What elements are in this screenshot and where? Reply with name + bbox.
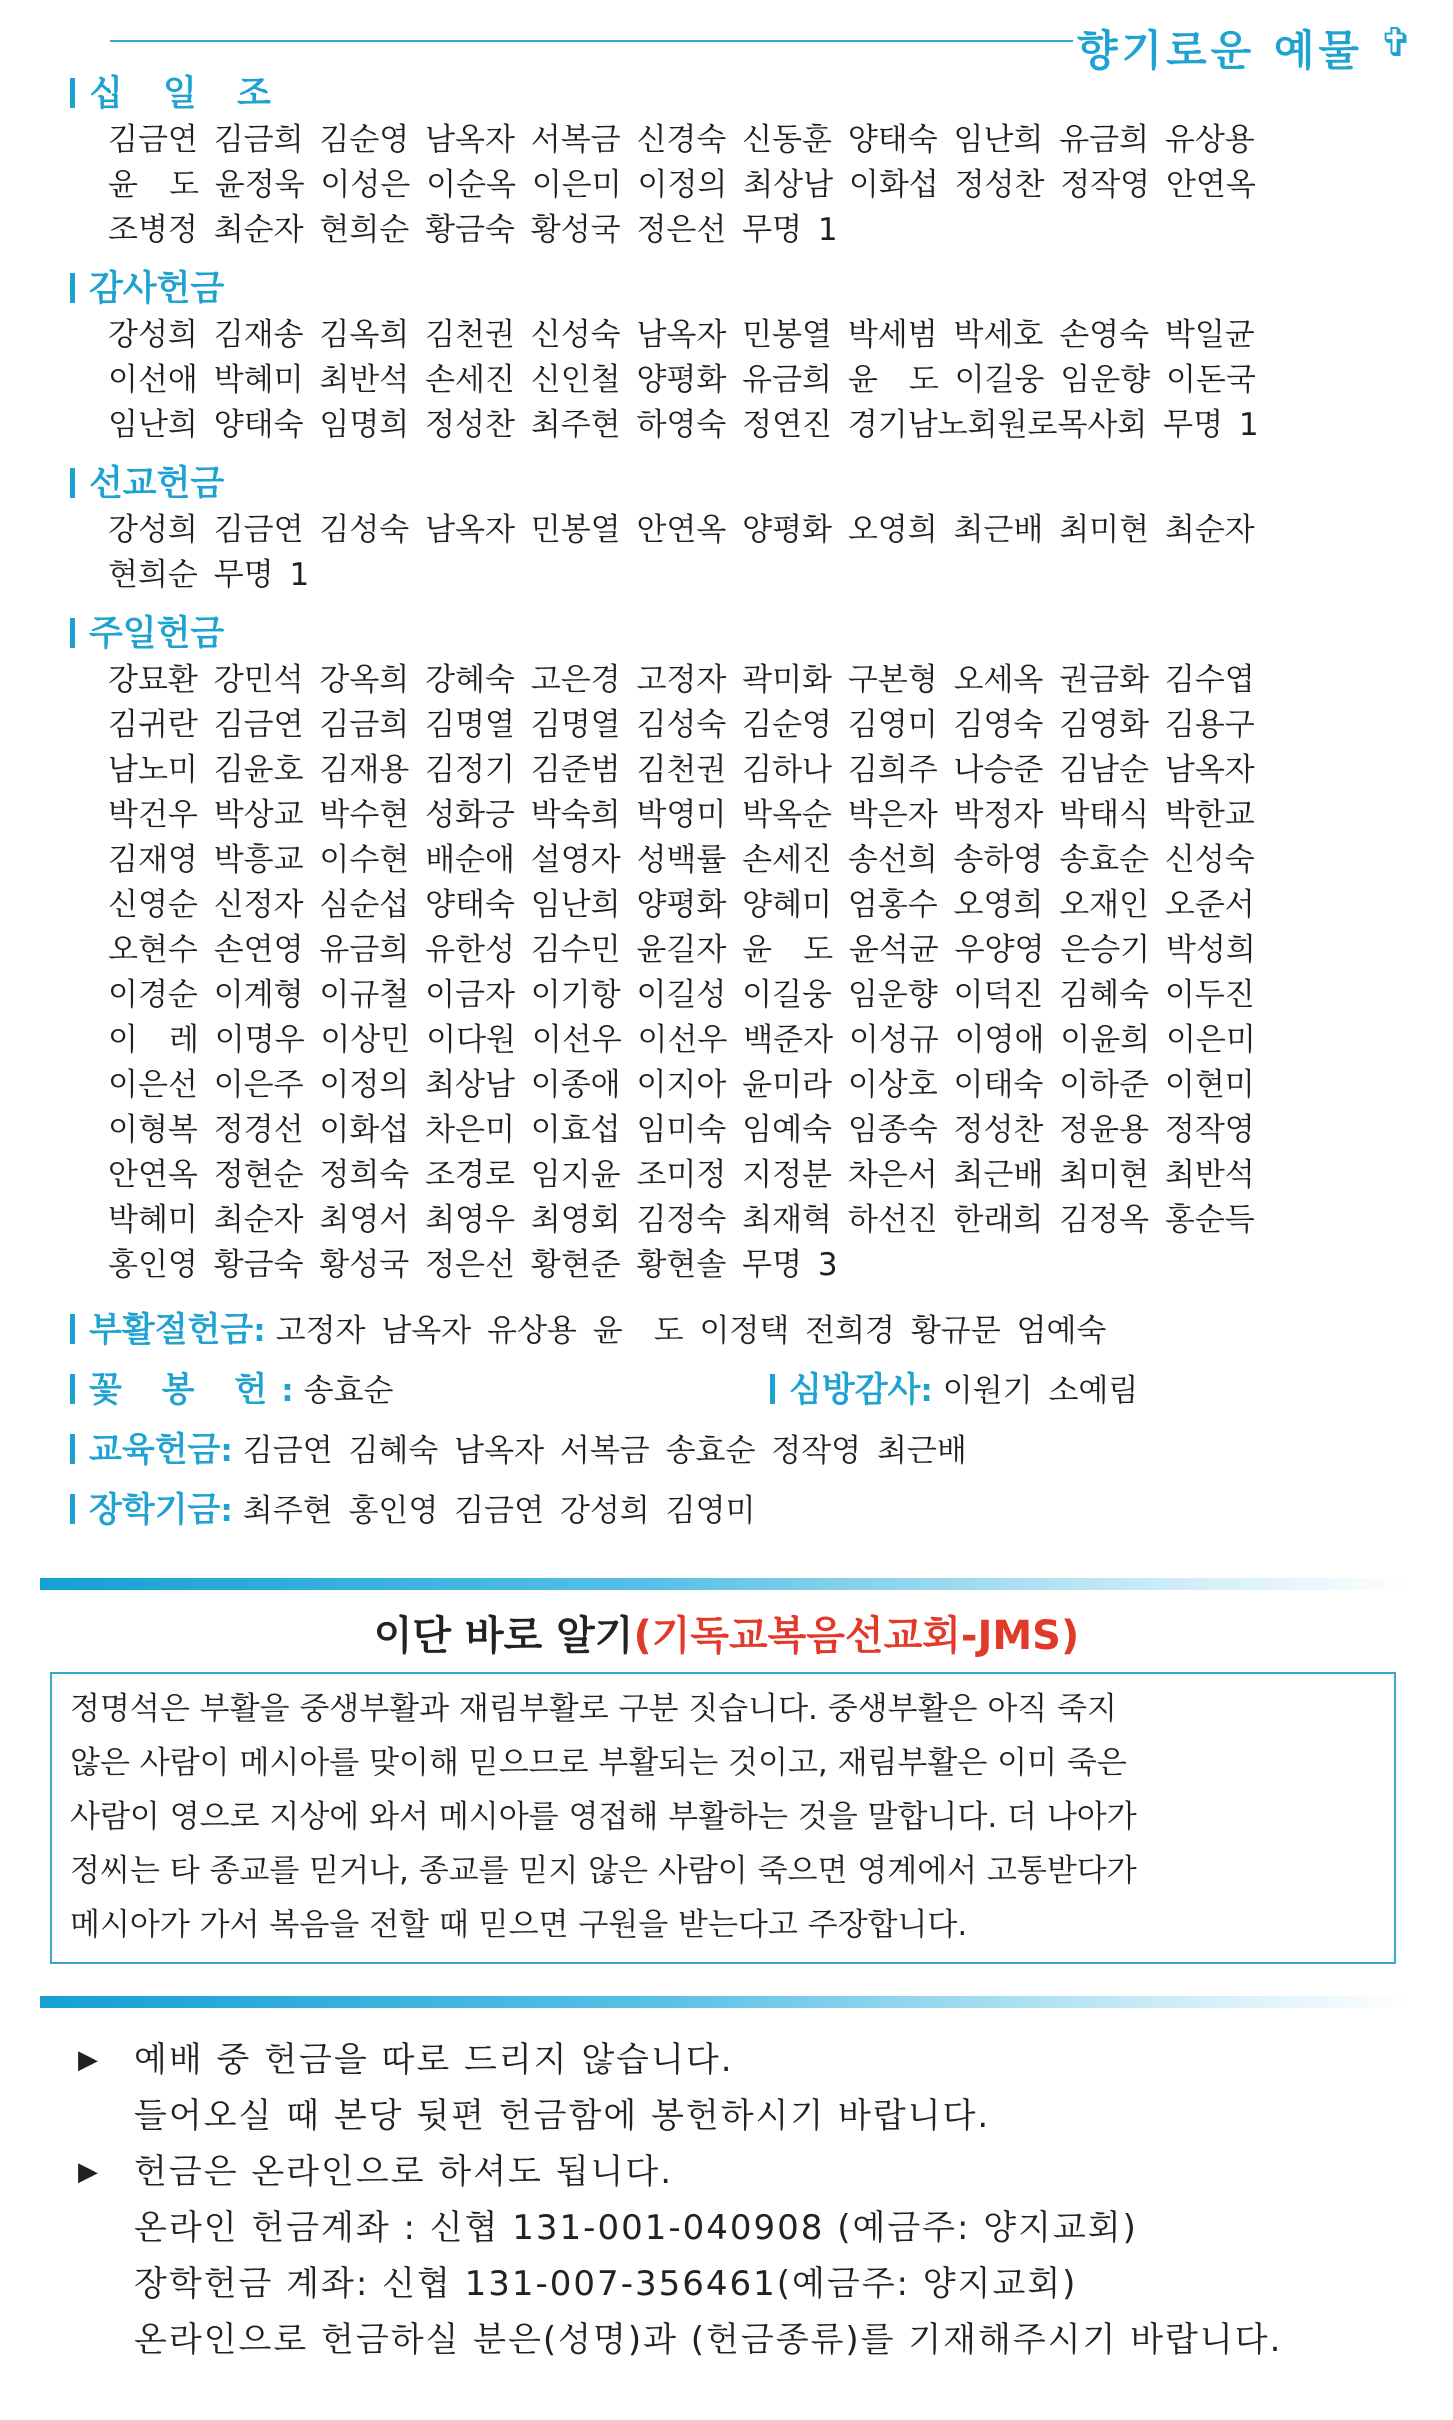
title-bar bbox=[70, 273, 75, 303]
name-line: 김재영 박흥교 이수현 배순애 설영자 성백률 손세진 송선희 송하영 송효순 신성숙 bbox=[108, 842, 1255, 878]
name-line: 이은선 이은주 이정의 최상남 이종애 이지아 윤미라 이상호 이태숙 이하준 이현미 bbox=[108, 1067, 1255, 1103]
name-line: 임난희 양태숙 임명희 정성찬 최주현 하영숙 정연진 경기남노회원로목사회 무명 1 bbox=[108, 407, 1259, 443]
section-title: 교육헌금 bbox=[89, 1430, 221, 1470]
notice-line: 예배 중 헌금을 따로 드리지 않습니다. bbox=[134, 2040, 734, 2080]
name-list bbox=[70, 658, 1400, 1288]
title-bar bbox=[70, 1434, 75, 1464]
notice-item bbox=[70, 2144, 1410, 2368]
name-line: 신영순 신정자 심순섭 양태숙 임난희 양평화 양혜미 엄홍수 오영희 오재인 오준서 bbox=[108, 887, 1255, 923]
jms-text-box bbox=[50, 1672, 1396, 1964]
notice-line: 장학헌금 계좌: 신협 131-007-356461(예금주: 양지교회) bbox=[134, 2264, 1078, 2304]
section-title: 꽃 봉 헌 bbox=[89, 1370, 282, 1410]
jms-line: 정씨는 타 종교를 믿거나, 종교를 믿지 않은 사람이 죽으면 영계에서 고통받다가 bbox=[70, 1853, 1137, 1889]
name-line: 박건우 박상교 박수현 성화긍 박숙희 박영미 박옥순 박은자 박정자 박태식 박한교 bbox=[108, 797, 1255, 833]
name-line: 박혜미 최순자 최영서 최영우 최영회 김정숙 최재혁 하선진 한래희 김정옥 홍순득 bbox=[108, 1202, 1255, 1238]
bullet-triangle-icon: ▶ bbox=[78, 2045, 98, 2075]
name-line: 현희순 무명 1 bbox=[108, 557, 310, 593]
title-bar bbox=[70, 468, 75, 498]
name-line: 이선애 박혜미 최반석 손세진 신인철 양평화 유금희 윤 도 이길웅 임운향 이돈국 bbox=[108, 362, 1256, 398]
title-bar bbox=[70, 1374, 75, 1404]
name-line: 오현수 손연영 유금희 유한성 김수민 윤길자 윤 도 윤석균 우양영 은승기 박성희 bbox=[108, 932, 1256, 968]
section-scholarship: 장학기금: 최주현 홍인영 김금연 강성희 김영미 bbox=[70, 1480, 1400, 1540]
section-title: 장학기금 bbox=[89, 1490, 221, 1530]
title-bar bbox=[70, 618, 75, 648]
section-title: 감사헌금 bbox=[70, 265, 1400, 313]
bullet-triangle-icon: ▶ bbox=[78, 2157, 98, 2187]
name-list: 최주현 홍인영 김금연 강성희 김영미 bbox=[242, 1493, 756, 1529]
jms-line: 않은 사람이 메시아를 맞이해 믿으므로 부활되는 것이고, 재림부활은 이미 죽은 bbox=[70, 1745, 1127, 1781]
section-easter: 부활절헌금: 고정자 남옥자 유상용 윤 도 이정택 전희경 황규문 엄예숙 bbox=[70, 1300, 1400, 1360]
name-line: 홍인영 황금숙 황성국 정은선 황현준 황현솔 무명 3 bbox=[108, 1247, 838, 1283]
name-list: 송효순 bbox=[303, 1373, 394, 1409]
name-line: 이경순 이계형 이규철 이금자 이기항 이길성 이길웅 임운향 이덕진 김혜숙 이두진 bbox=[108, 977, 1255, 1013]
section-thanks bbox=[70, 265, 1400, 448]
notice-list bbox=[70, 2032, 1410, 2368]
notice-line: 헌금은 온라인으로 하셔도 됩니다. bbox=[134, 2152, 674, 2192]
name-list bbox=[70, 118, 1400, 253]
name-line: 이형복 정경선 이화섭 차은미 이효섭 임미숙 임예숙 임종숙 정성찬 정윤용 정작영 bbox=[108, 1112, 1255, 1148]
notice-line: 온라인으로 헌금하실 분은(성명)과 (헌금종류)를 기재해주시기 바랍니다. bbox=[134, 2320, 1283, 2360]
notice-line: 들어오실 때 본당 뒷편 헌금함에 봉헌하시기 바랍니다. bbox=[134, 2096, 991, 2136]
name-list: 김금연 김혜숙 남옥자 서복금 송효순 정작영 최근배 bbox=[242, 1433, 967, 1469]
title-bar bbox=[70, 1494, 75, 1524]
cross-icon: ✞ bbox=[1379, 20, 1413, 66]
divider-bar bbox=[40, 1996, 1410, 2008]
notice-line: 온라인 헌금계좌 : 신협 131-001-040908 (예금주: 양지교회) bbox=[134, 2208, 1138, 2248]
section-mission bbox=[70, 460, 1400, 598]
section-title: 주일헌금 bbox=[70, 610, 1400, 658]
name-list bbox=[70, 508, 1400, 598]
title-bar bbox=[770, 1374, 775, 1404]
divider-bar bbox=[40, 1578, 1410, 1590]
jms-title: 이단 바로 알기(기독교복음선교회-JMS) bbox=[373, 1613, 1080, 1659]
section-title: 선교헌금 bbox=[70, 460, 1400, 508]
name-line: 김귀란 김금연 김금희 김명열 김명열 김성숙 김순영 김영미 김영숙 김영화 김용구 bbox=[108, 707, 1255, 743]
jms-line: 사람이 영으로 지상에 와서 메시아를 영접해 부활하는 것을 말합니다. 더 나아가 bbox=[70, 1799, 1137, 1835]
name-line: 조병정 최순자 현희순 황금숙 황성국 정은선 무명 1 bbox=[108, 212, 838, 248]
notice-item bbox=[70, 2032, 1410, 2144]
jms-title-highlight: (기독교복음선교회-JMS) bbox=[633, 1613, 1080, 1659]
section-title: 심방감사 bbox=[789, 1370, 921, 1410]
name-line: 윤 도 윤정욱 이성은 이순옥 이은미 이정의 최상남 이화섭 정성찬 정작영 안연옥 bbox=[108, 167, 1256, 203]
offering-list bbox=[70, 70, 1400, 1540]
section-title: 십 일 조 bbox=[70, 70, 1400, 118]
name-line: 김금연 김금희 김순영 남옥자 서복금 신경숙 신동훈 양태숙 임난희 유금희 유상용 bbox=[108, 122, 1255, 158]
name-list: 이원기 소예림 bbox=[942, 1373, 1139, 1409]
section-flower-visit: 꽃 봉 헌: 송효순 심방감사: 이원기 소예림 bbox=[70, 1360, 1400, 1420]
name-list bbox=[70, 313, 1400, 448]
name-line: 강성희 김재송 김옥희 김천권 신성숙 남옥자 민봉열 박세범 박세호 손영숙 박일균 bbox=[108, 317, 1255, 353]
jms-line: 메시아가 가서 복음을 전할 때 믿으면 구원을 받는다고 주장합니다. bbox=[70, 1907, 968, 1943]
section-visit: 심방감사: 이원기 소예림 bbox=[770, 1360, 1138, 1421]
name-line: 강성희 김금연 김성숙 남옥자 민봉열 안연옥 양평화 오영희 최근배 최미현 최순자 bbox=[108, 512, 1255, 548]
name-list: 고정자 남옥자 유상용 윤 도 이정택 전희경 황규문 엄예숙 bbox=[275, 1313, 1107, 1349]
title-bar bbox=[70, 1314, 75, 1344]
header-rule bbox=[110, 40, 1073, 42]
title-bar bbox=[70, 78, 75, 108]
page-title: 향기로운 예물 bbox=[1076, 26, 1363, 75]
section-tithe bbox=[70, 70, 1400, 253]
name-line: 이 레 이명우 이상민 이다원 이선우 이선우 백준자 이성규 이영애 이윤희 이은미 bbox=[108, 1022, 1256, 1058]
section-sunday bbox=[70, 610, 1400, 1288]
section-education: 교육헌금: 김금연 김혜숙 남옥자 서복금 송효순 정작영 최근배 bbox=[70, 1420, 1400, 1480]
page-header bbox=[110, 18, 1413, 75]
name-line: 안연옥 정현순 정희숙 조경로 임지윤 조미정 지정분 차은서 최근배 최미현 최반석 bbox=[108, 1157, 1255, 1193]
name-line: 강묘환 강민석 강옥희 강혜숙 고은경 고정자 곽미화 구본형 오세옥 권금화 김수엽 bbox=[108, 662, 1255, 698]
name-line: 남노미 김윤호 김재용 김정기 김준범 김천권 김하나 김희주 나승준 김남순 남옥자 bbox=[108, 752, 1255, 788]
jms-line: 정명석은 부활을 중생부활과 재림부활로 구분 짓습니다. 중생부활은 아직 죽지 bbox=[70, 1691, 1117, 1727]
section-title: 부활절헌금 bbox=[89, 1310, 254, 1350]
